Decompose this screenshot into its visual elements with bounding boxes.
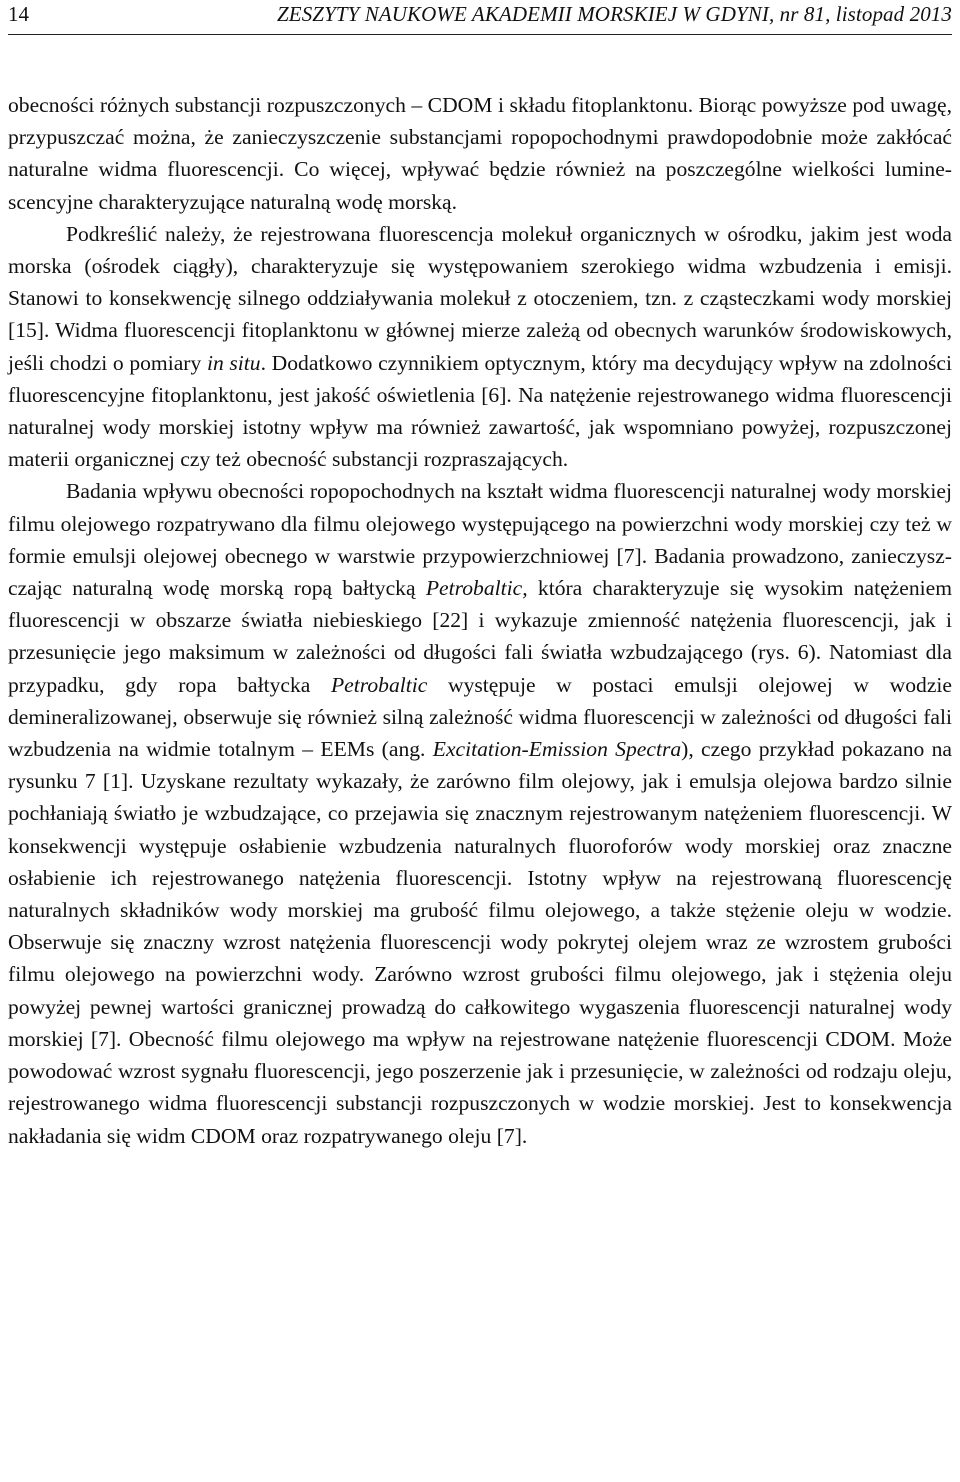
journal-title: ZESZYTY NAUKOWE AKADEMII MORSKIEJ W GDYNI, nr 81, listopad 2013 <box>276 2 952 26</box>
text-run: ), czego przykład pokazano na rysunku 7 [1]. Uzyskane rezultaty wykazały, że zarówno film olejowy, jak i emulsja olejowa bardzo silnie pochłaniają światło je wzbudzające, co przejawia się znacznym rejestrowanym natężeniem fluorescencji. W konsekwencji występuje osłabienie wzbudzenia naturalnych fluoroforów wody morskiej oraz znaczne osłabienie ich rejestrowanego natężenia fluorescencji. Istotny wpływ na rejestrowaną fluorescencję naturalnych składników wody morskiej ma grubość filmu olejowego, a także stężenie oleju w wodzie. Obserwuje się znaczny wzrost natężenia fluorescencji wody pokrytej olejem wraz ze wzrostem grubości filmu olejowego na powierzchni wody. Zarówno wzrost grubości filmu olejowego, jak i stężenia oleju powyżej pewnej wartości granicznej prowadzą do całkowitego wygaszenia fluorescencji naturalnej wody morskiej [7]. Obecność filmu olejowego ma wpływ na rejestrowane natężenie fluorescencji CDOM. Może powodować wzrost sygnału fluorescencji, jego poszerzenie jak i przesunięcie, w zależności od rodzaju oleju, rejestrowanego widma fluorescencji substancji rozpuszczonych w wodzie morskiej. Jest to konsekwencja nakładania się widm CDOM oraz rozpatrywanego oleju [7]. <box>8 737 952 1148</box>
paragraph <box>8 218 952 476</box>
text-run: Podkreślić należy, że rejestrowana fluorescencja molekuł organicznych w ośrodku, jakim jest woda morska (ośrodek ciągły), charakteryzuje się występowaniem szerokiego widma wzbudzenia i emisji. Stanowi to konsekwencję silnego oddziaływania molekuł z otoczeniem, tzn. z cząsteczkami wody morskiej [15]. Widma fluorescencji fitoplanktonu w głównej mierze zależą od obecnych warunków środowiskowych, jeśli chodzi o pomiary <box>8 221 952 375</box>
italic-term: Petrobaltic <box>330 672 428 697</box>
text-run: Badania wpływu obecności ropopochodnych na kształt widma fluorescencji naturalnej wody morskiej filmu olejowego rozpatrywano dla filmu olejowego występującego na powierzchni wody morskiej czy też w formie emulsji olejowej obecnego w warstwie przypowierzchniowej [7]. Badania prowadzono, zanieczyszczając naturalną wodę morską ropą bałtycką <box>8 479 952 601</box>
text-run: występuje w postaci emulsji olejowej w wodzie demineralizowanej, obserwuje się również silną zależność widma fluorescencji w zależności od długości fali wzbudzenia na widmie totalnym – EEMs (ang. <box>8 672 952 762</box>
running-header <box>8 0 952 35</box>
text-run: . Dodatkowo czynnikiem optycznym, który ma decydujący wpływ na zdolności fluorescencyjne fitoplanktonu, jest jakość oświetlenia [6]. Na natężenie rejestrowanego widma fluorescencji naturalnej wody morskiej istotny wpływ ma również zawartość, jak wspomniano powyżej, rozpuszczonej materii organicznej czy też obecność substancji rozpraszających. <box>8 350 952 472</box>
text-run: która charakteryzuje się wysokim natężeniem fluorescencji w obszarze światła niebieskiego [22] i wykazuje zmienność natężenia fluorescencji, jak i przesunięcie jego maksimum w zależności od długości fali światła wzbudzającego (rys. 6). Natomiast dla przypadku, gdy ropa bałtycka <box>8 576 952 697</box>
text-run: obecności różnych substancji rozpuszczonych – CDOM i składu fitoplanktonu. Biorąc powyższe pod uwagę, przypuszczać można, że zanieczyszczenie substancjami ropopochodnymi prawdopodobnie może zakłócać naturalne widma fluorescencji. Co więcej, wpływać będzie również na poszczególne wielkości luminescencyjne charakteryzujące naturalną wodę morską. <box>8 93 952 214</box>
article-body <box>8 89 952 1152</box>
italic-term: Excitation-Emission Spectra <box>432 737 682 762</box>
paragraph <box>8 89 952 218</box>
page-number: 14 <box>8 2 29 26</box>
italic-term: Petrobaltic, <box>425 576 528 601</box>
italic-term: in situ <box>206 350 261 375</box>
paragraph <box>8 475 952 1151</box>
